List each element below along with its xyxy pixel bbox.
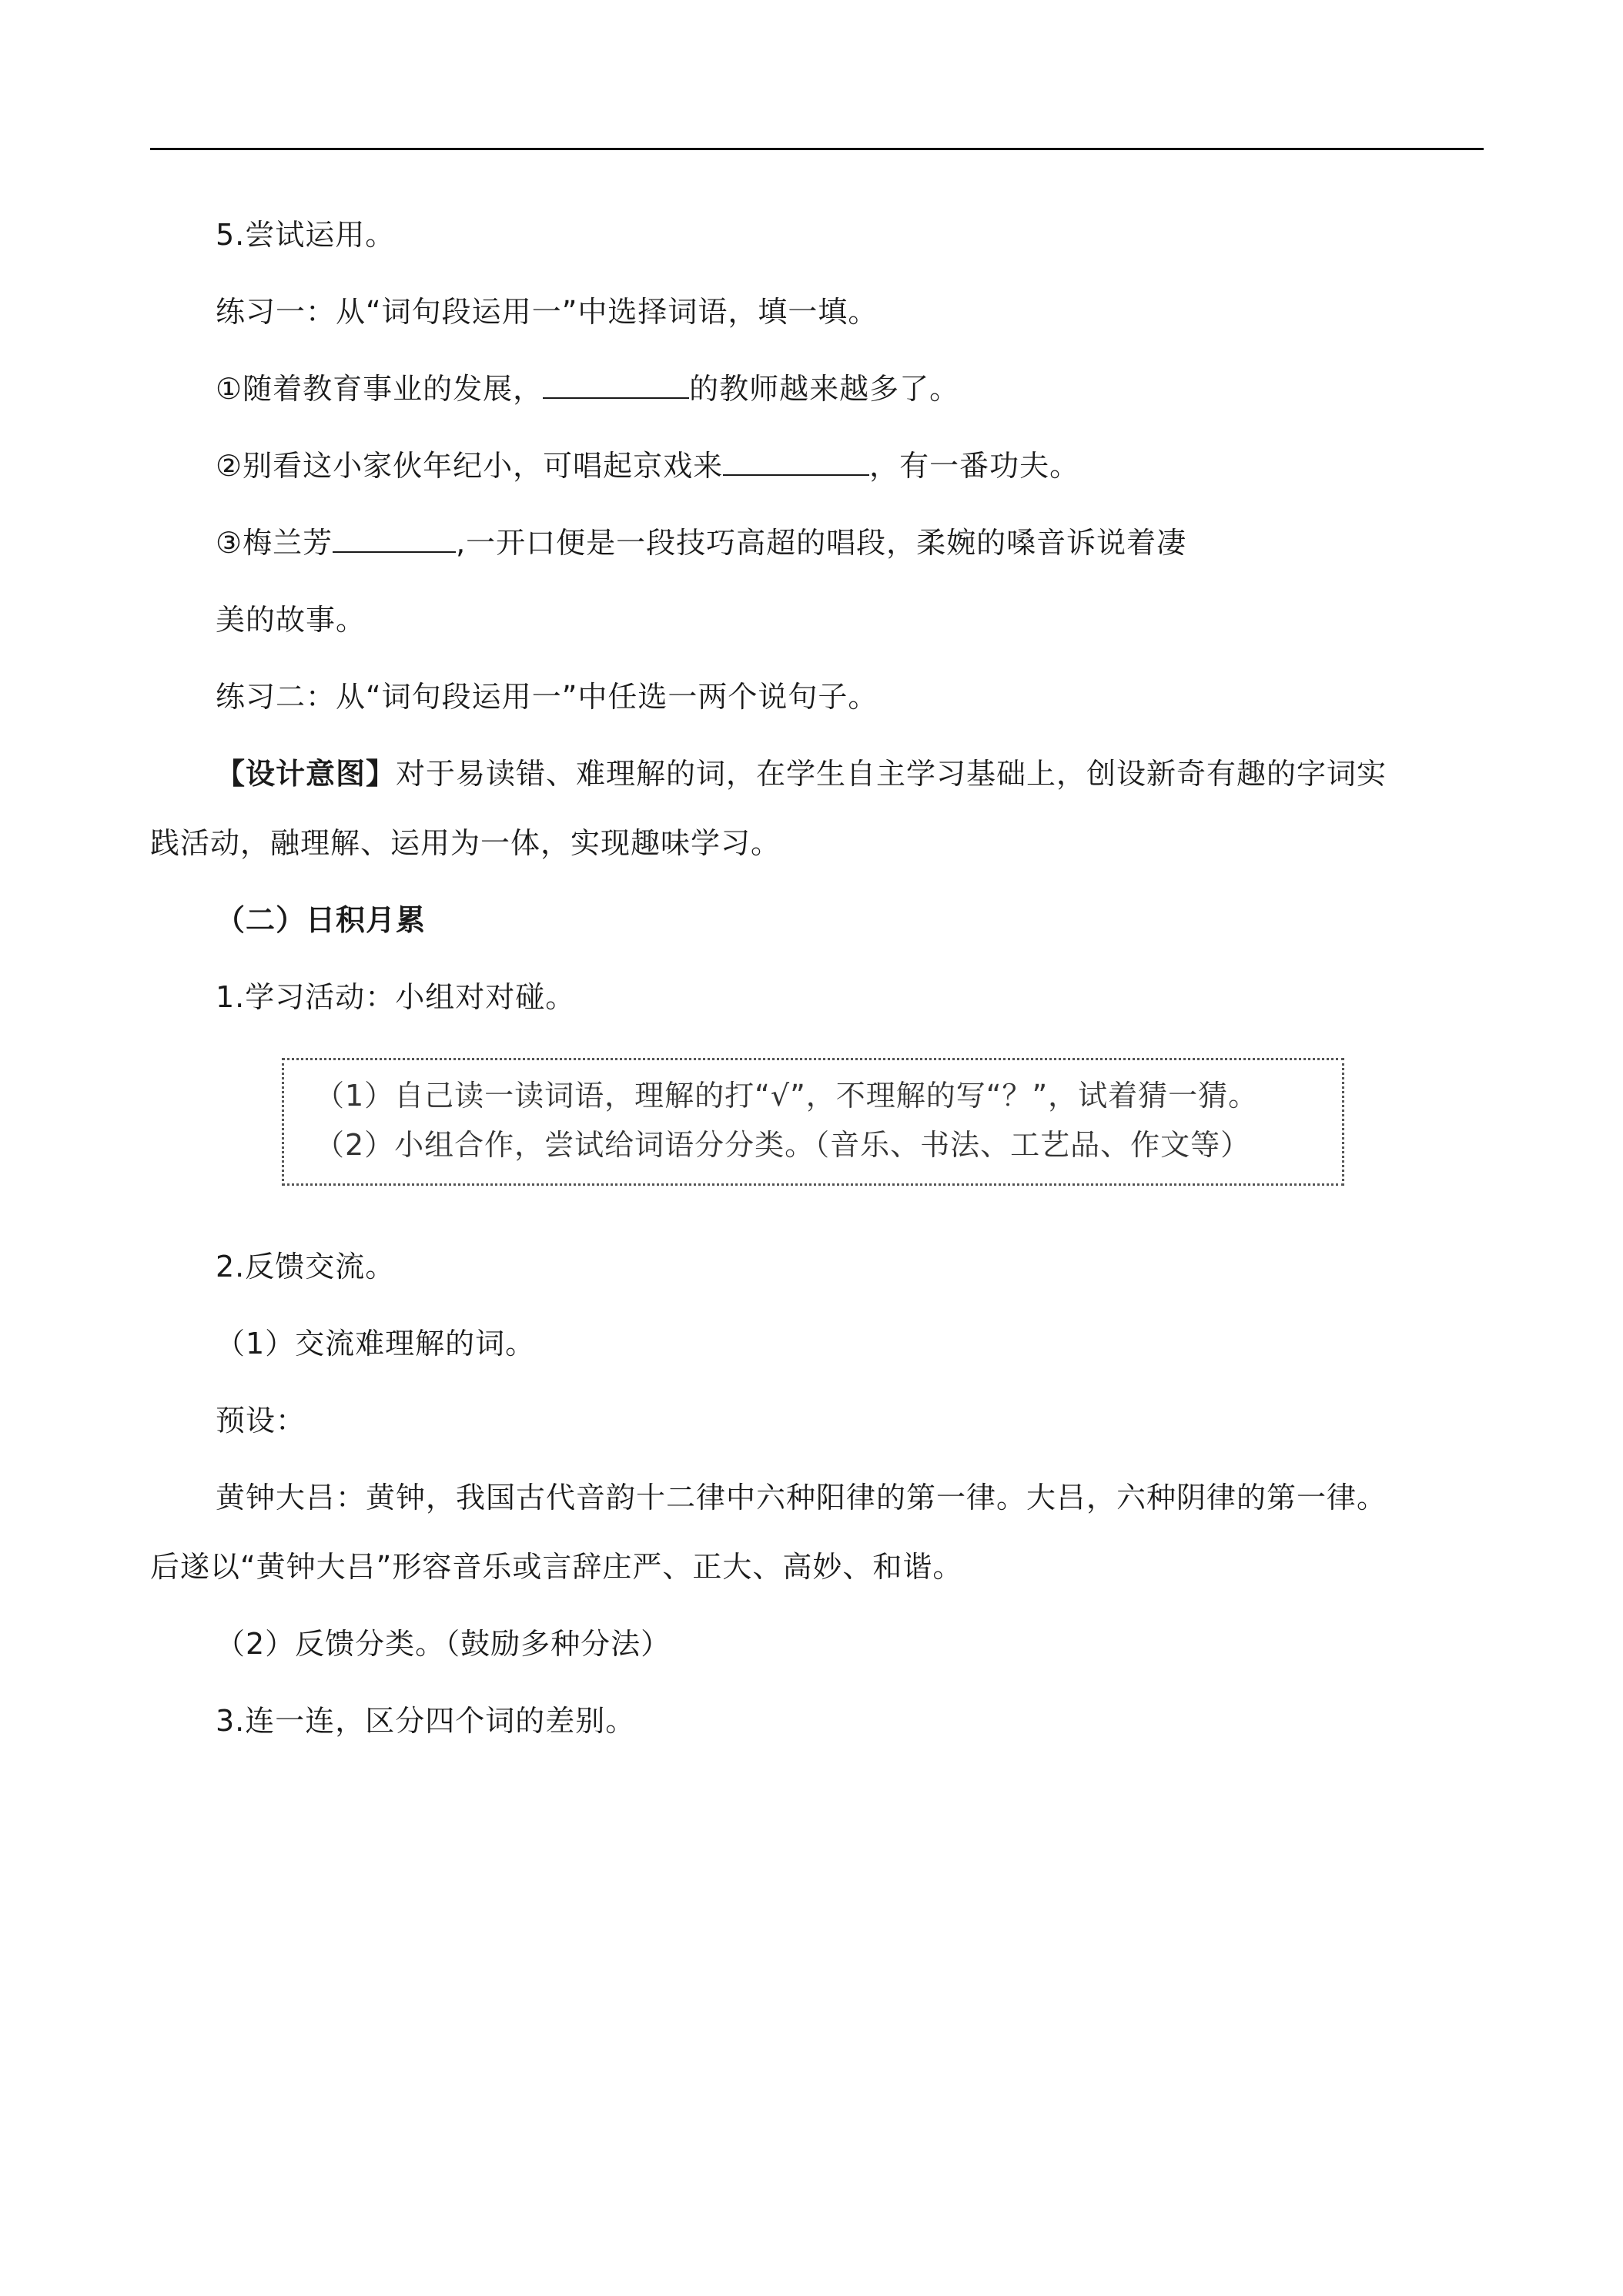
activity-box xyxy=(282,1058,1344,1186)
design-intent-label: 【设计意图】 xyxy=(216,757,397,791)
step-2-title: 2.反馈交流。 xyxy=(216,1250,396,1284)
activity-box-line-1: （1）自己读一读词语，理解的打“√”，不理解的写“？”，试着猜一猜。 xyxy=(315,1079,1259,1113)
header-rule xyxy=(150,148,1484,150)
step-2-item-1: （1）交流难理解的词。 xyxy=(216,1327,536,1361)
section-2-title: （二）日积月累 xyxy=(216,903,427,937)
step-2-item-2: （2）反馈分类。（鼓励多种分法） xyxy=(216,1627,671,1661)
question-2-blank[interactable] xyxy=(723,448,869,476)
question-1-blank[interactable] xyxy=(543,371,689,399)
design-intent xyxy=(216,755,1387,793)
huangzhong-definition-continued: 后遂以“黄钟大吕”形容音乐或言辞庄严、正大、高妙、和谐。 xyxy=(150,1550,963,1584)
question-2-after: ，有一番功夫。 xyxy=(869,449,1080,483)
step-3-title: 3.连一连，区分四个词的差别。 xyxy=(216,1704,636,1738)
question-3-after: ,一开口便是一段技巧高超的唱段，柔婉的嗓音诉说着凄 xyxy=(456,526,1187,560)
question-3 xyxy=(216,524,1186,562)
question-2 xyxy=(216,447,1079,485)
question-3-blank[interactable] xyxy=(333,525,456,553)
question-2-before: ②别看这小家伙年纪小，可唱起京戏来 xyxy=(216,449,724,483)
exercise-2-title: 练习二：从“词句段运用一”中任选一两个说句子。 xyxy=(216,680,878,714)
section-5-title: 5.尝试运用。 xyxy=(216,218,396,252)
question-1-before: ①随着教育事业的发展， xyxy=(216,372,544,406)
activity-box-line-2: （2）小组合作，尝试给词语分分类。（音乐、书法、工艺品、作文等） xyxy=(315,1128,1251,1162)
question-1 xyxy=(216,370,959,408)
preset-label: 预设： xyxy=(216,1404,306,1438)
question-1-after: 的教师越来越多了。 xyxy=(689,372,960,406)
huangzhong-definition: 黄钟大吕：黄钟，我国古代音韵十二律中六种阳律的第一律。大吕，六种阴律的第一律。 xyxy=(216,1481,1387,1514)
question-3-before: ③梅兰芳 xyxy=(216,526,333,560)
design-intent-continued: 践活动，融理解、运用为一体，实现趣味学习。 xyxy=(150,826,781,860)
design-intent-text-1: 对于易读错、难理解的词，在学生自主学习基础上，创设新奇有趣的字词实 xyxy=(396,757,1387,791)
question-3-continued: 美的故事。 xyxy=(216,603,366,637)
step-1-title: 1.学习活动：小组对对碰。 xyxy=(216,980,576,1014)
exercise-1-title: 练习一：从“词句段运用一”中选择词语，填一填。 xyxy=(216,295,878,329)
